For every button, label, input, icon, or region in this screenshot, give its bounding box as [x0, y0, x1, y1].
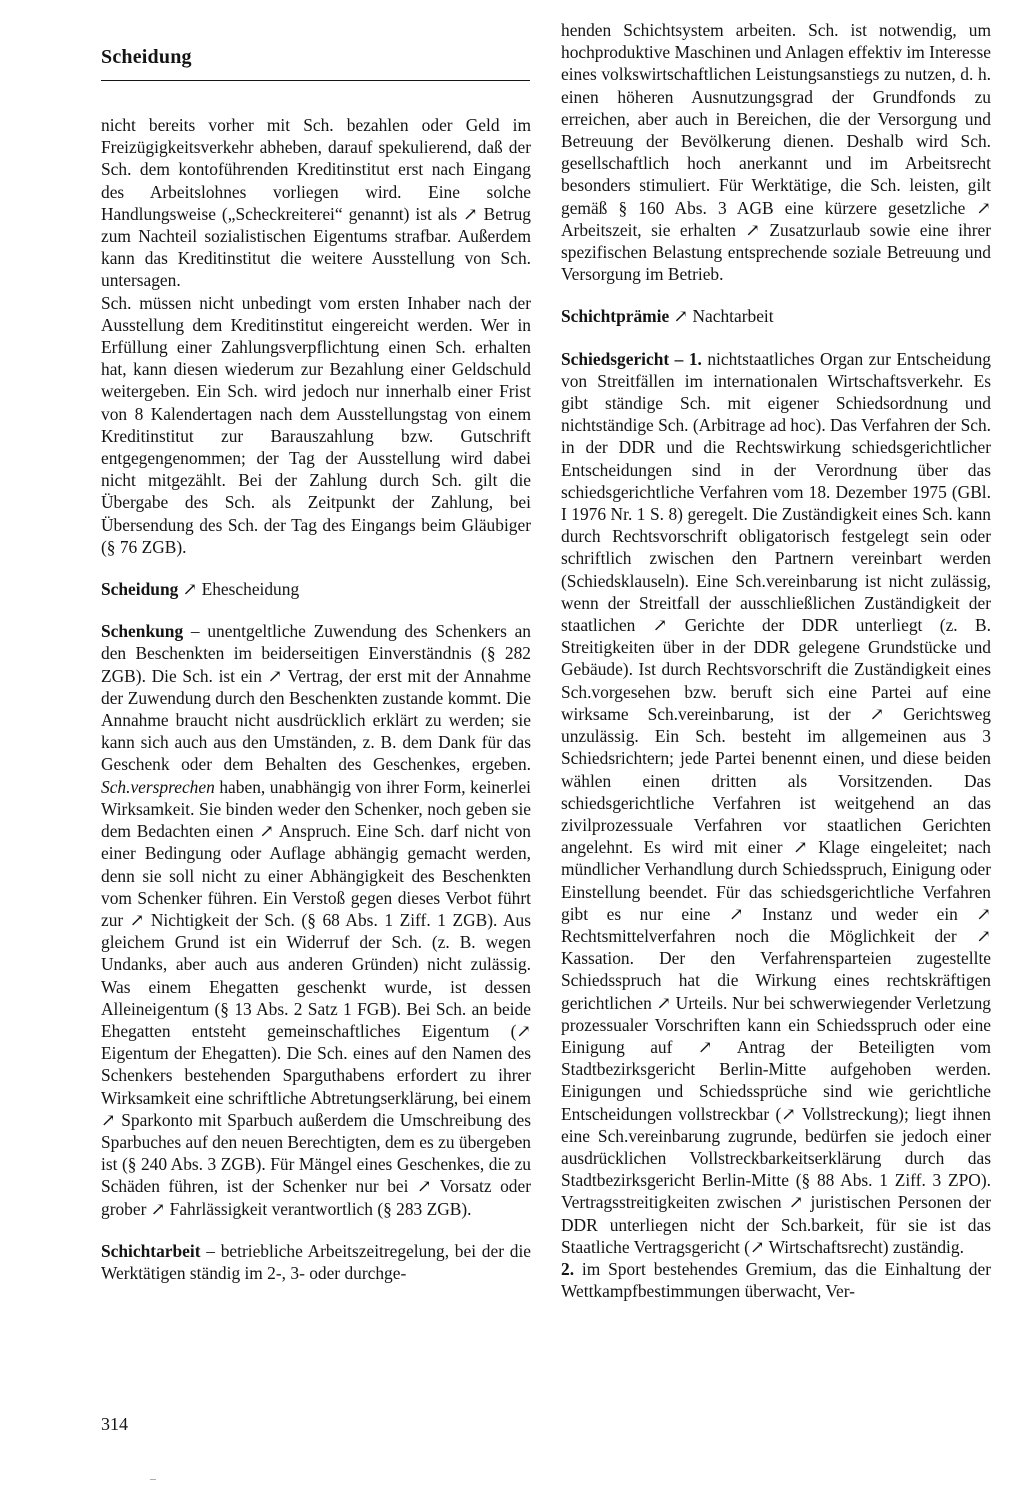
sense-number-2: 2.: [561, 1258, 575, 1279]
entry-lemma: Schichtarbeit: [101, 1240, 201, 1261]
running-head: Scheidung: [101, 46, 192, 68]
entry-schichtarbeit: [101, 1240, 531, 1284]
entry-text: im Sport bestehendes Gremium, das die Einhaltung der Wettkampfbestimmungen überwacht, Ver-: [561, 1258, 991, 1302]
paragraph-continuation-scheck: nicht bereits vorher mit Sch. bezahlen oder Geld im Freizügigkeitsverkehr abheben, darauf spekulierend, daß der Sch. dem kontoführenden Kreditinstitut erst nach Eingang des Arbeitslohnes vorliegen wird. Eine solche Handlungsweise („Scheckreiterei“ genannt) ist als ↗ Betrug zum Nachteil sozialistischen Eigentums strafbar. Außerdem kann das Kreditinstitut die weitere Ausstellung von Sch. untersagen.: [101, 115, 531, 291]
header-rule: [101, 80, 530, 81]
entry-lemma: Schichtprämie: [561, 306, 670, 327]
entry-text: nichtstaatliches Organ zur Entscheidung von Streitfällen im internationalen Wirtschaftsverkehr. Es gibt ständige Sch. mit eigener Schiedsordnung und nichtständige Sch. (Arbitrage ad hoc). Das Verfahren der Sch. in der DDR und die Rechtswirkung schiedsgerichtlicher Entscheidungen sind in der Verordnung über das schiedsgerichtliche Verfahren vom 18. Dezember 1975 (GBl. I 1976 Nr. 1 S. 8) geregelt. Die Zuständigkeit eines Sch. kann durch Rechtsvorschrift obligatorisch festgelegt sein oder schriftlich zwischen den Partnern vereinbart werden (Schiedsklauseln). Eine Sch.vereinbarung ist nicht zulässig, wenn der Streitfall der ausschließlichen Zuständigkeit der staatlichen ↗ Gerichte der DDR unterliegt (z. B. Streitigkeiten über in der DDR gelegene Grundstücke und Gebäude). Ist durch Rechtsvorschrift die Zuständigkeit eines Sch.vorgesehen bzw. beruft sich eine Partei auf eine wirksame Sch.vereinbarung, ist der ↗ Gerichtsweg unzulässig. Ein Sch. besteht im allgemeinen aus 3 Schiedsrichtern; jede Partei benennt einen, und diese beiden wählen einen dritten als Vorsitzenden. Das schiedsgerichtliche Verfahren ist weitgehend an das zivilprozessuale Verfahren vor staatlichen Gerichten angelehnt. Es wird mit einer ↗ Klage eingeleitet; nach mündlicher Verhandlung durch Schiedsspruch, Einigung oder Einstellung beendet. Für das schiedsgerichtliche Verfahren gibt es nur eine ↗ Instanz und weder ein ↗ Rechtsmittelverfahren noch die Möglichkeit der ↗ Kassation. Der den Verfahrensparteien zugestellte Schiedsspruch hat die Wirkung eines rechtskräftigen gerichtlichen ↗ Urteils. Nur bei schwerwiegender Verletzung prozessualer Vorschriften kann ein Schiedsspruch oder eine Einigung auf ↗ Antrag der Beteiligten vom Stadtbezirksgericht Berlin-Mitte aufgehoben werden. Einigungen und Schiedssprüche sind wie gerichtliche Entscheidungen vollstreckbar (↗ Vollstreckung); liegt ihnen eine Sch.vereinbarung zugrunde, bedürfen sie jedoch einer ausdrücklichen Vollstreckbarkeitserklärung durch das Stadtbezirksgericht Berlin-Mitte (§ 88 Abs. 1 Ziff. 3 ZPO). Vertragsstreitigkeiten zwischen ↗ juristischen Personen der DDR unterliegen nicht der Sch.barkeit, für sie ist das Staatliche Vertragsgericht (↗ Wirtschaftsrecht) zuständig.: [561, 348, 991, 1257]
cross-reference: ↗ Nachtarbeit: [669, 306, 774, 327]
entry-schenkung: [101, 620, 531, 1219]
sense-number-1: – 1.: [669, 348, 702, 369]
entry-lemma: Schiedsgericht: [561, 348, 670, 369]
page-number: 314: [101, 1414, 128, 1434]
paragraph-continuation-schichtarbeit: henden Schichtsystem arbeiten. Sch. ist notwendig, um hochproduktive Maschinen und Anlagen effektiv im Interesse eines volkswirtschaftlichen Leistungsanstiegs zu nutzen, d. h. einen höheren Ausnutzungsgrad der Grundfonds zu erreichen, aber auch in Bereichen, die der Versorgung und Betreuung der Bevölkerung dienen. Deshalb wird Sch. gesellschaftlich hoch anerkannt und im Arbeitsrecht besonders stimuliert. Für Werktätige, die Sch. leisten, gilt gemäß § 160 Abs. 3 AGB eine kürzere gesetzliche ↗ Arbeitszeit, sie erhalten ↗ Zusatzurlaub sowie eine ihrer spezifischen Belastung entsprechende soziale Betreuung und Versorgung im Betrieb.: [561, 20, 991, 285]
paragraph-scheck-weitergabe: Sch. müssen nicht unbedingt vom ersten Inhaber nach der Ausstellung dem Kreditinstitut eingereicht werden. Wer in Erfüllung einer Zahlungsverpflichtung einen Sch. erhalten hat, kann diesen wiederum zur Bezahlung einer Geldschuld weitergeben. Ein Sch. wird jedoch nur innerhalb einer Frist von 8 Kalendertagen nach dem Ausstellungstag von einem Kreditinstitut zur Barauszahlung bzw. Gutschrift entgegengenommen; der Tag der Ausstellung wird dabei nicht mitgezählt. Bei der Zahlung durch Sch. gilt die Übergabe des Sch. als Zeitpunkt der Zahlung, bei Übersendung des Sch. der Tag des Eingangs beim Gläubiger (§ 76 ZGB).: [101, 292, 531, 557]
left-column: [101, 114, 531, 1284]
entry-text: haben, unabhängig von ihrer Form, keinerlei Wirksamkeit. Sie binden weder den Schenker, noch geben sie dem Bedachten einen ↗ Anspruch. Eine Sch. darf nicht von einer Bedingung oder Auflage abhängig gemacht werden, denn sie soll nicht zu einer Abhängigkeit des Beschenkten vom Schenker führen. Ein Verstoß gegen dieses Verbot führt zur ↗ Nichtigkeit der Sch. (§ 68 Abs. 1 Ziff. 1 ZGB). Aus gleichem Grund ist ein Widerruf der Sch. (z. B. wegen Undanks, aber auch aus anderen Gründen) nicht zulässig. Was einem Ehegatten geschenkt wurde, ist dessen Alleineigentum (§ 13 Abs. 2 Satz 1 FGB). Bei Sch. an beide Ehegatten entsteht gemeinschaftliches Eigentum (↗ Eigentum der Ehegatten). Die Sch. eines auf den Namen des Schenkers bestehenden Sparguthabens erfordert zu ihrer Wirksamkeit eine schriftliche Abtretungserklärung, bei einem ↗ Sparkonto mit Sparbuch außerdem die Umschreibung des Sparbuches auf den neuen Berechtigten, dem es zu übergeben ist (§ 240 Abs. 3 ZGB). Für Mängel eines Geschenkes, die zu Schäden führen, ist der Schenker nur bei ↗ Vorsatz oder grober ↗ Fahrlässigkeit verantwortlich (§ 283 ZGB).: [101, 776, 531, 1219]
entry-schiedsgericht: [561, 348, 991, 1303]
entry-lemma: Scheidung: [101, 579, 179, 600]
entry-lemma: Schenkung: [101, 621, 184, 642]
entry-scheidung: [101, 578, 531, 600]
entry-text: – unentgeltliche Zuwendung des Schenkers an den Beschenkten im beiderseitigen Einverständnis (§ 282 ZGB). Die Sch. ist ein ↗ Vertrag, der erst mit der Annahme der Zuwendung durch den Beschenkten zustande kommt. Die Annahme braucht nicht ausdrücklich erklärt zu werden; sie kann sich auch aus den Umständen, z. B. dem Dank für das Geschenk oder dem Behalten des Geschenkes, ergeben.: [101, 621, 531, 775]
scan-mark: –: [150, 1471, 156, 1485]
entry-schichtpraemie: [561, 305, 991, 327]
right-column: [561, 19, 991, 1302]
entry-italic-term: Sch.versprechen: [101, 776, 215, 797]
cross-reference: ↗ Ehescheidung: [178, 579, 300, 600]
entry-text: – betriebliche Arbeitszeitregelung, bei der die Werktätigen ständig im 2-, 3- oder durchge-: [101, 1240, 531, 1283]
